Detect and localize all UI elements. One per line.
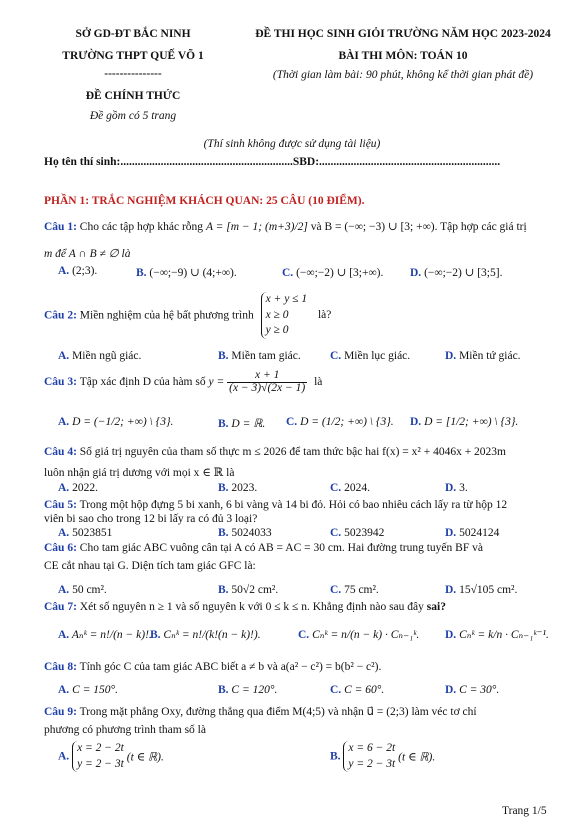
- option-letter: C.: [330, 684, 342, 696]
- header-divider: ---------------: [104, 68, 162, 80]
- question-label: Câu 1:: [44, 221, 77, 233]
- option-text: 2024.: [344, 482, 370, 494]
- q7-option-a[interactable]: [58, 627, 152, 641]
- exam-time: (Thời gian làm bài: 90 phút, không kể thời gian phát đề): [272, 69, 534, 81]
- option-text: (−∞;−2) ∪ [3;5].: [424, 267, 503, 279]
- equation: y = 2 − 3t: [77, 757, 124, 770]
- q5-option-c[interactable]: [330, 527, 384, 539]
- question-label: Câu 7:: [44, 601, 77, 613]
- option-text: C = 150°.: [72, 684, 118, 696]
- option-letter: A.: [58, 684, 70, 696]
- q1-option-b[interactable]: [136, 265, 237, 279]
- option-letter: B.: [136, 267, 147, 279]
- q2-option-a[interactable]: [58, 350, 141, 362]
- question-label: Câu 5:: [44, 499, 77, 511]
- question-6-cont: [44, 560, 564, 572]
- q8-option-a[interactable]: [58, 684, 118, 696]
- option-text: 15√105 cm².: [459, 584, 518, 596]
- question-text: là?: [317, 309, 332, 322]
- school-name: TRƯỜNG THPT QUẾ VÕ 1: [62, 50, 204, 62]
- question-6: [44, 542, 564, 554]
- question-text: Trong một hộp đựng 5 bi xanh, 6 bi vàng và 14 bi đỏ. Hỏi có bao nhiêu cách lấy ra từ hộp 12: [79, 499, 508, 511]
- question-1-cont: [44, 246, 564, 260]
- option-letter: C.: [330, 350, 342, 362]
- question-text: CE cắt nhau tại G. Diện tích tam giác GFC là:: [44, 560, 256, 572]
- question-label: Câu 6:: [44, 542, 77, 554]
- option-text: 5023851: [72, 527, 113, 539]
- option-letter: C.: [282, 267, 294, 279]
- q5-option-d[interactable]: [445, 527, 499, 539]
- question-text: Số giá trị nguyên của tham số thực m ≤ 2026 để tam thức bậc hai f(x) = x² + 4046x + 2023m: [79, 446, 506, 458]
- question-label: Câu 9:: [44, 706, 77, 718]
- question-label: Câu 8:: [44, 661, 77, 673]
- question-text: Tính góc C của tam giác ABC biết a ≠ b và a(a² − c²) = b(b² − c²).: [79, 661, 382, 673]
- q6-option-a[interactable]: [58, 584, 107, 596]
- question-text: Cho tam giác ABC vuông cân tại A có AB = AC = 30 cm. Hai đường trung tuyến BF và: [79, 542, 483, 554]
- question-text: Trong mặt phẳng Oxy, đường thẳng qua điểm M(4;5) và nhận u⃗ = (2;3) làm véc tơ chỉ: [79, 706, 477, 718]
- option-text: 5024033: [231, 527, 272, 539]
- option-text: Miền lục giác.: [344, 350, 411, 362]
- option-text: Miền ngũ giác.: [72, 350, 142, 362]
- option-text: Miền tứ giác.: [459, 350, 521, 362]
- option-letter: D.: [445, 527, 457, 539]
- option-letter: C.: [330, 527, 342, 539]
- q3-option-d[interactable]: [410, 416, 518, 428]
- parametric-system: [72, 741, 124, 772]
- question-formula: A = [m − 1; (m+3)/2]: [205, 221, 308, 233]
- equation: x = 2 − 2t: [77, 742, 124, 754]
- option-text: 50√2 cm².: [231, 584, 279, 596]
- question-text: phương có phương trình tham số là: [44, 724, 206, 736]
- option-letter: A.: [58, 416, 70, 428]
- q7-option-c[interactable]: [298, 627, 419, 641]
- option-letter: A.: [58, 584, 70, 596]
- question-2: [44, 292, 564, 339]
- option-letter: D.: [445, 584, 457, 596]
- equation: y = 2 − 3t: [348, 757, 396, 770]
- q1-option-c[interactable]: [282, 265, 383, 279]
- option-text: Cₙᵏ = n/(n − k) · Cₙ₋₁ᵏ.: [312, 629, 420, 641]
- q3-option-b[interactable]: [218, 416, 265, 430]
- inequality: x + y ≤ 1: [265, 293, 308, 305]
- q9-option-b[interactable]: [330, 741, 435, 772]
- option-text: (2;3).: [72, 265, 98, 277]
- question-9: [44, 704, 564, 718]
- option-text: 5023942: [344, 527, 385, 539]
- q2-option-d[interactable]: [445, 350, 521, 362]
- question-8: [44, 661, 564, 673]
- numerator: x + 1: [227, 370, 307, 383]
- question-5: [44, 499, 564, 511]
- function-fraction: [227, 370, 307, 394]
- q7-option-d[interactable]: [445, 627, 549, 641]
- official-label: ĐỀ CHÍNH THỨC: [85, 90, 181, 102]
- question-7: [44, 601, 564, 613]
- option-text: 5024124: [459, 527, 500, 539]
- function-lhs: y =: [208, 376, 225, 388]
- q6-option-b[interactable]: [218, 584, 278, 596]
- q1-option-d[interactable]: [410, 265, 502, 279]
- option-letter: A.: [58, 482, 70, 494]
- question-3: [44, 370, 564, 394]
- question-text: ?: [440, 601, 446, 613]
- option-letter: C.: [286, 416, 298, 428]
- q8-option-c[interactable]: [330, 684, 384, 696]
- q7-option-b[interactable]: [150, 627, 261, 641]
- option-letter: B.: [218, 684, 229, 696]
- q4-option-a[interactable]: [58, 482, 98, 494]
- option-text: C = 120°.: [231, 684, 278, 696]
- option-letter: A.: [58, 629, 70, 641]
- q4-option-b[interactable]: [218, 482, 257, 494]
- q3-option-a[interactable]: [58, 416, 173, 428]
- equation: x = 6 − 2t: [348, 742, 396, 754]
- inequality-system: [261, 292, 308, 339]
- school-department: SỞ GD-ĐT BẮC NINH: [75, 28, 191, 40]
- candidate-info-line: Họ tên thí sinh:............................................................SBD:...............................................................: [44, 156, 501, 168]
- denominator: (x − 3)√(2x − 1): [229, 381, 306, 394]
- option-letter: A.: [58, 750, 70, 763]
- option-letter: D.: [445, 482, 457, 494]
- option-text: Cₙᵏ = n!/(k!(n − k)!).: [163, 629, 261, 641]
- exam-subject: BÀI THI MÔN: TOÁN 10: [338, 50, 468, 62]
- parameter-domain: (t ∈ ℝ).: [126, 751, 164, 764]
- option-text: Aₙᵏ = n!/(n − k)!.: [71, 629, 152, 641]
- q4-option-d[interactable]: [445, 482, 468, 494]
- q5-option-b[interactable]: [218, 527, 272, 539]
- question-text: Cho các tập hợp khác rỗng: [79, 221, 204, 233]
- option-text: 2023.: [231, 482, 258, 494]
- option-letter: B.: [218, 584, 229, 596]
- q8-option-b[interactable]: [218, 684, 277, 696]
- option-text: 75 cm².: [344, 584, 379, 596]
- question-1: [44, 219, 564, 233]
- question-text: m để A ∩ B ≠ ∅ là: [44, 248, 131, 260]
- option-letter: B.: [330, 750, 341, 763]
- question-emphasis: sai: [426, 601, 441, 613]
- question-9-cont: [44, 724, 564, 736]
- inequality: y ≥ 0: [265, 324, 289, 337]
- option-letter: B.: [218, 482, 229, 494]
- parametric-system: [343, 741, 395, 772]
- option-letter: B.: [218, 350, 229, 362]
- option-text: (−∞;−2) ∪ [3;+∞).: [296, 267, 384, 279]
- q8-option-d[interactable]: [445, 684, 499, 696]
- option-text: Miền tam giác.: [231, 350, 301, 362]
- question-text: là: [314, 376, 323, 388]
- option-letter: D.: [410, 267, 422, 279]
- exam-title: ĐỀ THI HỌC SINH GIỎI TRƯỜNG NĂM HỌC 2023-2024: [255, 28, 551, 40]
- q6-option-d[interactable]: [445, 584, 517, 596]
- q5-option-a[interactable]: [58, 527, 112, 539]
- option-text: Cₙᵏ = k/n · Cₙ₋₁ᵏ⁻¹.: [459, 629, 549, 641]
- q6-option-c[interactable]: [330, 584, 379, 596]
- page-number: Trang 1/5: [502, 805, 547, 817]
- option-text: 2022.: [72, 482, 98, 494]
- question-4: [44, 446, 564, 458]
- option-letter: D.: [410, 416, 422, 428]
- option-text: D = (−1/2; +∞) \ {3}.: [72, 416, 174, 428]
- question-text: Miền nghiệm của hệ bất phương trình: [79, 309, 254, 322]
- question-text: luôn nhận giá trị dương với mọi x ∈ ℝ là: [44, 467, 235, 479]
- section-title: PHẦN 1: TRẮC NGHIỆM KHÁCH QUAN: 25 CÂU (10 ĐIỂM).: [44, 195, 365, 207]
- option-letter: A.: [58, 350, 70, 362]
- option-text: C = 60°.: [344, 684, 385, 696]
- question-4-cont: [44, 465, 564, 479]
- q3-option-c[interactable]: [286, 416, 394, 428]
- option-letter: B.: [218, 527, 229, 539]
- option-text: 3.: [459, 482, 468, 494]
- option-letter: D.: [445, 350, 457, 362]
- question-text: Tập xác định D của hàm số: [79, 376, 206, 388]
- option-text: D = [1/2; +∞) \ {3}.: [424, 416, 519, 428]
- question-label: Câu 3:: [44, 376, 77, 388]
- question-text: viên bi sao cho trong 12 bi lấy ra có đủ 3 loại?: [44, 513, 258, 525]
- question-label: Câu 4:: [44, 446, 77, 458]
- parameter-domain: (t ∈ ℝ).: [398, 751, 436, 764]
- option-letter: A.: [58, 527, 70, 539]
- option-text: 50 cm².: [72, 584, 107, 596]
- option-letter: D.: [445, 629, 457, 641]
- notice: (Thí sinh không được sử dụng tài liệu): [203, 138, 381, 150]
- option-letter: A.: [58, 265, 70, 277]
- option-text: C = 30°.: [459, 684, 500, 696]
- option-letter: C.: [330, 482, 342, 494]
- option-text: (−∞;−9) ∪ (4;+∞).: [149, 267, 237, 279]
- option-letter: B.: [218, 418, 229, 430]
- option-letter: D.: [445, 684, 457, 696]
- q1-option-a[interactable]: [58, 265, 97, 277]
- option-letter: C.: [330, 584, 342, 596]
- inequality: x ≥ 0: [265, 308, 289, 321]
- q2-option-c[interactable]: [330, 350, 410, 362]
- q4-option-c[interactable]: [330, 482, 370, 494]
- option-text: D = ℝ.: [231, 418, 266, 430]
- question-label: Câu 2:: [44, 309, 77, 322]
- option-text: D = (1/2; +∞) \ {3}.: [300, 416, 394, 428]
- question-5-cont: [44, 513, 564, 525]
- question-text: Xét số nguyên n ≥ 1 và số nguyên k với 0 ≤ k ≤ n. Khẳng định nào sau đây: [79, 601, 424, 613]
- option-letter: C.: [298, 629, 310, 641]
- question-text: và B = (−∞; −3) ∪ [3; +∞). Tập hợp các giá trị: [310, 221, 527, 233]
- q9-option-a[interactable]: [58, 741, 164, 772]
- option-letter: B.: [150, 629, 161, 641]
- page-count: Đề gồm có 5 trang: [89, 110, 177, 122]
- q2-option-b[interactable]: [218, 350, 301, 362]
